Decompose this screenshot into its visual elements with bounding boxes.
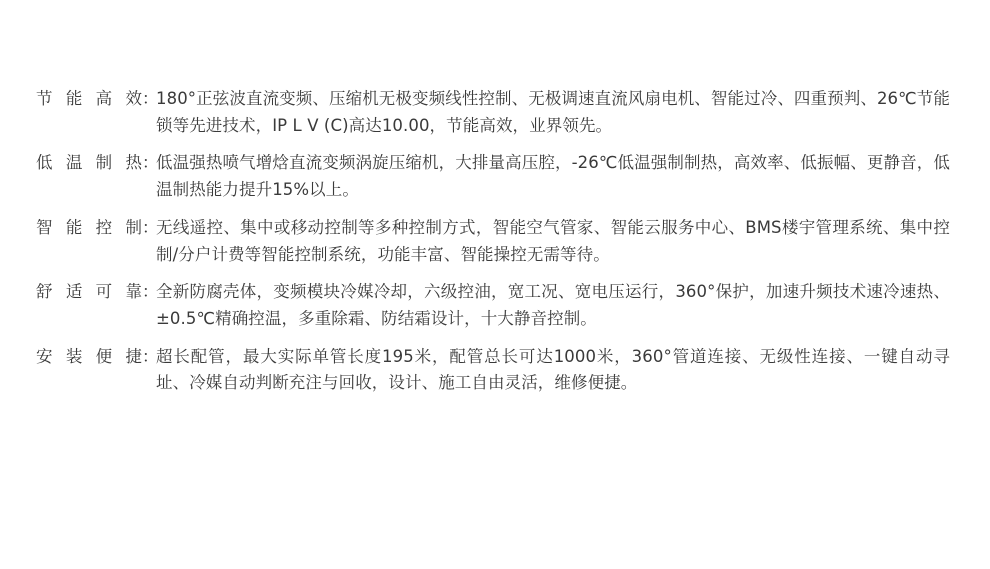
feature-item xyxy=(36,279,950,332)
feature-text: 180°正弦波直流变频、压缩机无极变频线性控制、无极调速直流风扇电机、智能过冷、四重预判、26℃节能锁等先进技术，IP L V (C)高达10.00，节能高效，业界领先。 xyxy=(156,89,950,135)
feature-label: 舒适可靠 xyxy=(36,282,142,302)
feature-text: 低温强热喷气增焓直流变频涡旋压缩机，大排量高压腔，-26℃低温强制制热，高效率、低振幅、更静音，低温制热能力提升15%以上。 xyxy=(156,153,950,200)
feature-text: 超长配管，最大实际单管长度195米，配管总长可达1000米，360°管道连接、无级性连接、一键自动寻址、冷媒自动判断充注与回收，设计、施工自由灵活，维修便捷。 xyxy=(156,346,950,393)
feature-label: 低温制热 xyxy=(36,153,142,173)
feature-list xyxy=(36,86,950,397)
feature-item xyxy=(36,150,950,203)
feature-colon: ： xyxy=(142,217,159,237)
feature-colon: ： xyxy=(142,89,159,108)
feature-label: 节能高效 xyxy=(36,89,142,108)
feature-label: 安装便捷 xyxy=(36,346,142,366)
feature-item xyxy=(36,215,950,268)
feature-colon: ： xyxy=(142,346,159,366)
feature-item xyxy=(36,86,950,139)
feature-item xyxy=(36,344,950,397)
feature-label: 智能控制 xyxy=(36,217,142,237)
feature-colon: ： xyxy=(142,282,159,302)
feature-text: 全新防腐壳体，变频模块冷媒冷却，六级控油，宽工况、宽电压运行，360°保护，加速升频技术速冷速热、±0.5℃精确控温，多重除霜、防结霜设计，十大静音控制。 xyxy=(156,282,950,329)
feature-text: 无线遥控、集中或移动控制等多种控制方式，智能空气管家、智能云服务中心、BMS楼宇管理系统、集中控制/分户计费等智能控制系统，功能丰富、智能操控无需等待。 xyxy=(156,217,950,264)
feature-colon: ： xyxy=(142,153,159,173)
